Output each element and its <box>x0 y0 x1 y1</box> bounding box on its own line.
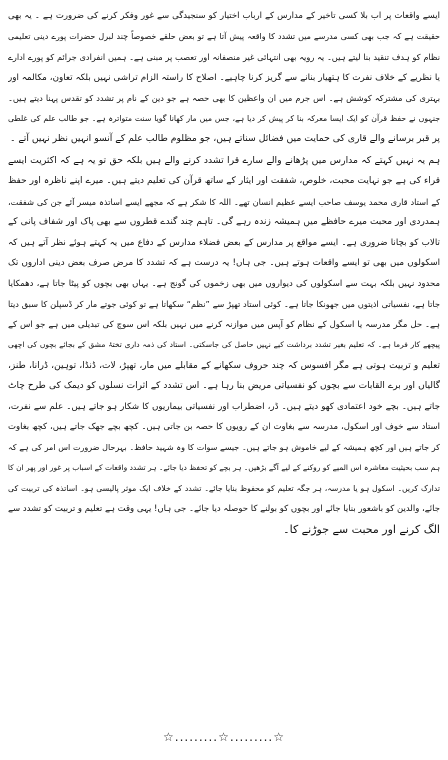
text-line: پر قبر برسانے والے قاری کی حمایت میں فضائل سناتے ہیں، جو مظلوم طالب علم کے آنسو انہیں نظر نہیں آتے ۔ <box>10 133 440 144</box>
text-line: تالاب کو بچانا ضروری ہے۔ ایسے مواقع پر مدارس کے بعض فضلاء مدارس کے دفاع میں یہ کہتے ہوئے نظر آتے ہیں کہ <box>8 237 440 248</box>
text-line: نظام کو ہدف تنقید بنا لیتے ہیں۔ یہ رویہ بھی انتہائی غیر منصفانہ اور تعصب پر مبنی ہے۔ ہمیں انفرادی جرائم کو پورے ادارے <box>8 52 440 62</box>
text-line: اسکولوں میں بھی تو ایسے واقعات ہوتے ہیں۔ جی ہاں! یہ درست ہے کہ تشدد کا مرض صرف بعض دینی اداروں تک <box>8 258 440 268</box>
text-line: حقیقت ہے کہ جب بھی کسی مدرسے میں تشدد کا واقعہ پیش آتا ہے تو بعض حلقے خصوصاً چند لبرل حضرات پورے دینی تعلیمی <box>8 31 440 41</box>
text-line: محدود نہیں بلکہ بہت سے اسکولوں کی دیواروں میں بھی زخموں کی گونج ہے۔ یہاں بھی بچوں کو پیٹا جاتا ہے، دھمکایا <box>8 278 440 289</box>
text-line: ہم یہ نہیں کہتے کہ مدارس میں پڑھانے والے سارے قرا تشدد کرنے والے ہیں بلکہ حق تو یہ ہے کہ اکثریت ایسے <box>8 154 440 166</box>
text-line: تعلیم و تربیت ہوتی ہے مگر افسوس کہ چند حروف سکھانے کے مقابلے میں مار، تھپڑ، لات، ڈنڈا، توہین، ڈرانا، طنز، <box>8 360 440 371</box>
text-line: گالیاں اور برے القابات سے بچوں کو نفسیاتی مریض بنا رہا ہے۔ اس تشدد کے اثرات نسلوں کو دیمک کی طرح چاٹ <box>8 381 440 391</box>
text-line: استاد سے خوف اور اسکول، مدرسہ سے بغاوت ان کے رویوں کا حصہ بن جاتی ہیں۔ کچھ بچے جھک جاتے ہیں، کچھ بغاوت <box>8 422 440 432</box>
text-line: ایسے واقعات پر اب بلا کسی تاخیر کے مدارس کے ارباب اختیار کو سنجیدگی سے غور وفکر کرنے کی ضرورت ہے ۔ یہ بھی <box>8 11 440 21</box>
text-line: ہمدردی اور محبت میرے حافظے میں ہمیشہ زندہ رہے گی۔ تاہم چند گندے قطروں سے بھی پاک اور شفاف پانی کے <box>8 217 440 227</box>
text-line: یا نظریے کے خلاف نفرت کا ہتھیار بنانے سے گریز کرنا چاہیے۔ اصلاح کا راستہ الزام تراشی نہیں بلکہ تعاون، مکالمہ اور <box>8 72 440 83</box>
end-ornament: ☆.........☆.........☆ <box>163 730 285 744</box>
text-line: کر جاتے ہیں اور کچھ ہمیشہ کے لیے خاموش ہو جاتے ہیں۔ جیسے سوات کا وہ شہید حافظ۔ بہرحال ضرورت اس امر کی ہے کہ <box>8 442 440 452</box>
paragraph-1 <box>8 6 440 150</box>
paragraph-2 <box>8 151 440 541</box>
text-line: کے استاد قاری محمد یوسف صاحب ایسے عظیم انسان تھے۔ اللہ کا شکر ہے کہ مجھے ایسے اساتذہ میسر آئے جن کی شفقت، <box>8 196 440 207</box>
text-line: جائے، والدین کو باشعور بنایا جائے اور بچوں کو بولنے کا حوصلہ دیا جائے۔ جی ہاں! یہی وقت ہے تعلیم و تربیت کو تشدد سے <box>8 504 440 514</box>
text-line: جاتے ہیں۔ بچے خود اعتمادی کھو دیتے ہیں۔ ڈر، اضطراب اور نفسیاتی بیماریوں کا شکار ہو جاتے ہیں۔ علم سے نفرت، <box>8 401 440 412</box>
text-line: جنہوں نے حفظ قرآن کو ایک ایسا معرکہ بنا کر پیش کر دیا ہے، جس میں مار کھانا گویا سنت متواترہ ہے۔ جو طالب علم کی غلطی <box>8 113 440 123</box>
text-line: الگ کرنے اور محبت سے جوڑنے کا۔ <box>283 522 440 536</box>
text-line: ہے۔ حل مگر مدرسہ یا اسکول کے نظام کو آپس میں موازنہ کرنے میں نہیں بلکہ اس سوچ کی تبدیلی میں ہے جو اس کے <box>8 319 440 330</box>
text-line: ہم سب بحیثیت معاشرہ اس المیے کو روکنے کے لیے آگے بڑھیں۔ ہر بچے کو تحفظ دیا جائے۔ ہر تشدد واقعات کے اسباب پر غور اور پھر ان کا <box>8 463 440 472</box>
text-line: بہتری کی مشترکہ کوشش ہے۔ اس جرم میں ان واعظین کا بھی حصہ ہے جو دین کے نام پر تشدد کو تقدس پہنا دیتے ہیں۔ <box>8 93 440 103</box>
text-line: جاتا ہے، نفسیاتی اذیتوں میں جھونکا جاتا ہے۔ کوئی استاد تھپڑ سے ”نظم“ سکھاتا ہے تو کوئی جوتے مار کر ڈسپلن کا سبق دیتا <box>8 299 440 309</box>
text-line: پیچھے کار فرما ہے۔ کہ تعلیم بغیر تشدد برداشت کیے نہیں حاصل کی جاسکتی۔ استاد کی ذمہ داری تختۂ مشق کے بجائے بچوں کی اچھی <box>8 340 440 349</box>
text-line: تدارک کریں۔ اسکول ہو یا مدرسہ، ہر جگہ تعلیم کو محفوظ بنایا جائے۔ تشدد کے خلاف ایک موثر پالیسی ہو۔ اساتذہ کی تربیت کی <box>8 483 440 493</box>
text-line: قراء کی ہے جو نہایت محبت، خلوص، شفقت اور ایثار کے ساتھ قرآن کی تعلیم دیتے ہیں۔ میرے اپنے ناظرہ اور حفظ <box>8 176 440 186</box>
